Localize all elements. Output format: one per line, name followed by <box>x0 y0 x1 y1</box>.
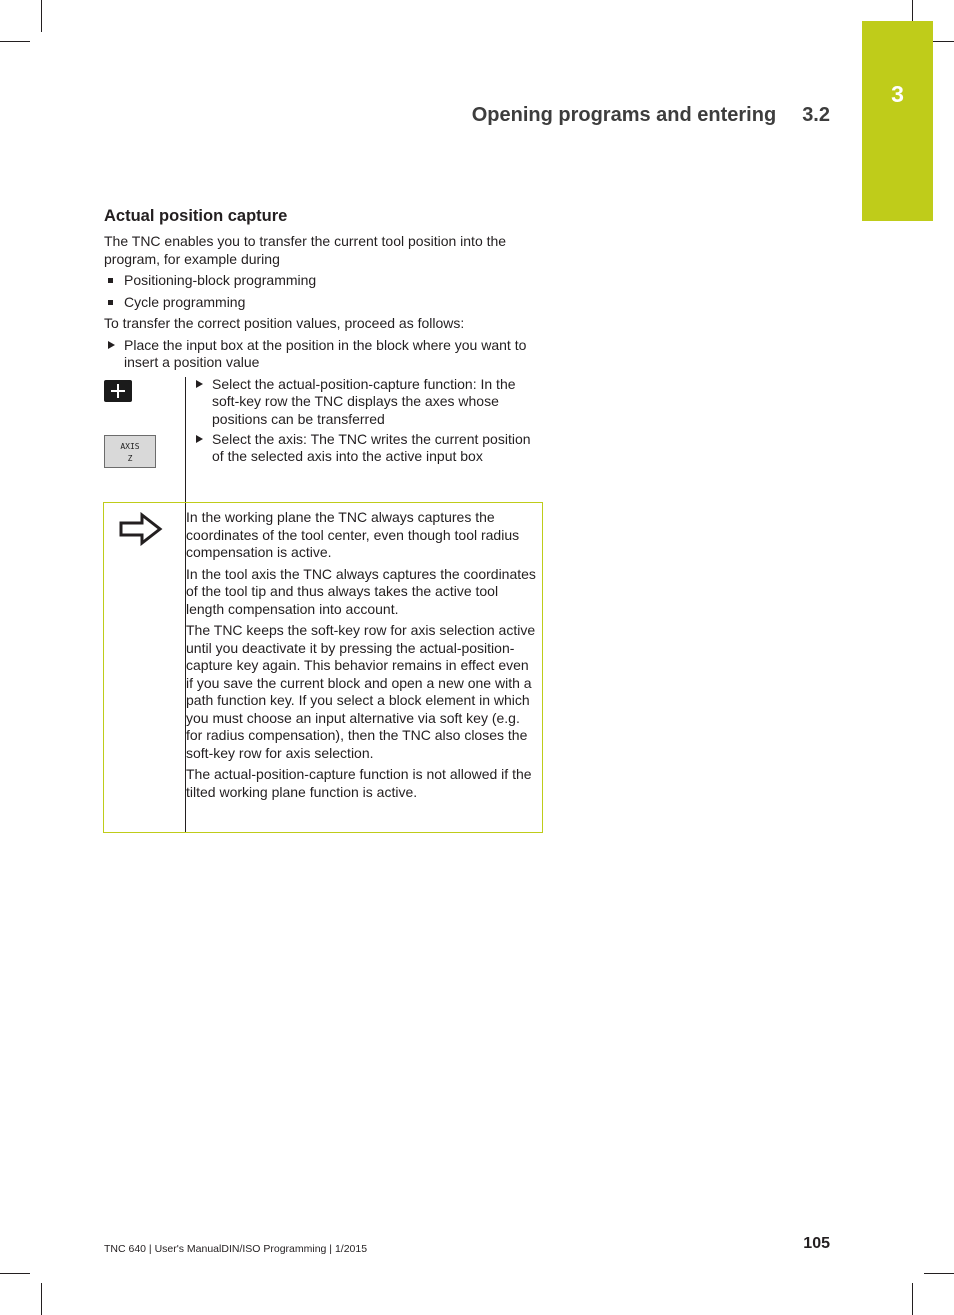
column-divider <box>185 377 186 502</box>
running-head <box>472 104 830 127</box>
note-box <box>103 502 543 833</box>
step-row-axis <box>104 431 544 486</box>
crop-mark <box>924 1273 954 1274</box>
lead-paragraph: To transfer the correct position values, proceed as follows: <box>104 315 465 331</box>
note-paragraph: In the working plane the TNC always captures the coordinates of the tool center, even though tool radius compensation is active. <box>186 509 520 560</box>
step-place-input: Place the input box at the position in the block where you want to insert a position value <box>104 337 544 372</box>
arrow-right-icon <box>119 512 163 551</box>
crop-mark <box>912 1283 913 1315</box>
note-paragraph: The actual-position-capture function is not allowed if the tilted working plane function is active. <box>186 766 532 800</box>
softkey-line: AXIS <box>120 441 140 451</box>
intro-paragraph: The TNC enables you to transfer the current tool position into the program, for example during <box>104 233 507 267</box>
softkey-line: Z <box>127 453 133 463</box>
main-content <box>104 205 544 486</box>
note-text <box>186 509 536 805</box>
step-capture-function: Select the actual-position-capture function: In the soft-key row the TNC displays the axes whose positions can be transferred <box>192 376 544 429</box>
bullet-list <box>104 272 544 311</box>
crop-mark <box>0 41 30 42</box>
footer-text: TNC 640 | User's ManualDIN/ISO Programming | 1/2015 <box>104 1243 368 1255</box>
crop-mark <box>41 0 42 32</box>
note-paragraph: In the tool axis the TNC always captures the coordinates of the tool tip and thus always takes the active tool length compensation into account. <box>186 565 536 617</box>
page-number: 105 <box>803 1235 830 1252</box>
list-item: Positioning-block programming <box>104 272 544 290</box>
note-paragraph: The TNC keeps the soft-key row for axis selection active until you deactivate it by pressing the actual-position-capture key again. This behavior remains in effect even if you save the current block and open a new one with a path function key. If you select a block element in which you must choose an input alternative via soft key (e.g. for radius compensation), then the TNC also closes the soft-key row for axis selection. <box>186 622 536 761</box>
running-head-title: Opening programs and entering <box>471 104 777 126</box>
crop-mark <box>41 1283 42 1315</box>
running-head-section: 3.2 <box>802 104 830 126</box>
step-select-axis: Select the axis: The TNC writes the current position of the selected axis into the active input box <box>192 431 544 466</box>
chapter-tab <box>862 21 933 221</box>
actual-position-capture-key-icon <box>104 380 132 402</box>
axis-z-softkey <box>104 435 156 468</box>
chapter-number: 3 <box>891 81 904 107</box>
list-item: Cycle programming <box>104 294 544 312</box>
crop-mark <box>0 1273 30 1274</box>
step-row-capture <box>104 376 544 431</box>
section-heading: Actual position capture <box>104 207 288 225</box>
